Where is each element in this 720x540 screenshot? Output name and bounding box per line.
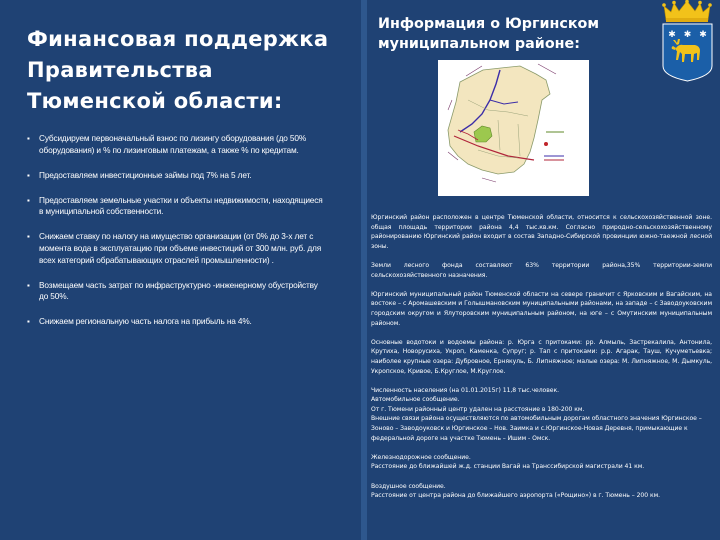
support-measures-list — [26, 133, 326, 342]
svg-text:✱: ✱ — [683, 30, 692, 40]
square-bullet-icon: ▪ — [27, 195, 30, 205]
district-map-image — [438, 60, 589, 196]
info-line: Железнодорожное сообщение. — [371, 453, 471, 461]
column-divider — [361, 0, 367, 540]
info-line: Численность населения (на 01.01.2015г) 11,8 тыс.человек. — [371, 386, 559, 394]
right-heading — [378, 14, 648, 54]
square-bullet-icon: ▪ — [27, 317, 30, 327]
info-paragraph-air — [371, 482, 712, 501]
info-line: Юргинский муниципальный район Тюменской области на севере граничит с Ярковским и Вагайским, на востоке – с Аромашевским и Голышмановским муниципальными районами, на западе – с Заводоуковским городским округом и Ялуторовским муниципальным районом, на юге – с Омутинским муниципальным районом. — [371, 290, 712, 327]
info-paragraph-railway — [371, 453, 712, 472]
support-measure-item — [26, 231, 326, 266]
square-bullet-icon: ▪ — [27, 232, 30, 242]
right-heading-line: Информация о Юргинском — [378, 16, 600, 32]
info-line: Земли лесного фонда составляют 63% территории района,35% территории-земли сельскохозяйственного назначения. — [371, 261, 712, 279]
info-line: Автомобильное сообщение. — [371, 396, 460, 404]
support-measure-text: Субсидируем первоначальный взнос по лизингу оборудования (до 50% оборудования) и % по лизинговым платежам, а также % по кредитам. — [39, 133, 307, 155]
district-info-text — [371, 213, 712, 510]
info-line: Юргинский район расположен в центре Тюменской области, относится к сельскохозяйственной зоне. общая площадь территории района 4,4 тыс.кв.км. Согласно природно-сельскохозяйственному районированию Юргинский район входит в состав Западно-Сибирской провинции южно-таежной лесной зоны. — [371, 214, 712, 250]
support-measure-item — [26, 133, 326, 156]
support-measure-text: Предоставляем земельные участки и объекты недвижимости, находящиеся в муниципальной собственности. — [39, 194, 323, 217]
info-line: Основные водотоки и водоемы района: р. Юрга с притоками: рр. Алмыль, Застрекалила, Антонила, Крутиха, Новорусиха, Укроп, Каменка, Супруг; р. Тап с притоками: р.р. Агарак, Тауш, Кучуметьевка; наиболее крупные озера: Дубровное, Ернякуль, Б. Липняжное; малые озера: М. Липняжное, М. Дымкуль, Укропское, Кривое, Б.Круглое, М.Круглое. — [371, 338, 712, 375]
coat-of-arms-icon — [660, 0, 715, 82]
right-heading-line: муниципальном районе: — [378, 36, 580, 52]
support-measure-text: Предоставляем инвестиционные займы под 7% на 5 лет. — [39, 169, 252, 180]
info-paragraph-location — [371, 213, 712, 251]
square-bullet-icon: ▪ — [27, 134, 30, 143]
support-measure-item — [26, 195, 326, 218]
left-heading-line: Правительства — [27, 58, 213, 82]
support-measure-item — [26, 280, 326, 303]
info-paragraph-waters — [371, 338, 712, 376]
support-measure-text: Возмещаем часть затрат по инфраструктурно -инженерному обустройству до 50%. — [39, 279, 318, 302]
square-bullet-icon: ▪ — [27, 280, 30, 290]
svg-text:✱: ✱ — [699, 30, 707, 40]
left-heading-line: Финансовая поддержка — [27, 27, 329, 51]
support-measure-item — [26, 316, 326, 328]
info-line: От г. Тюмени районный центр удален на расстояние в 180-200 км. — [371, 405, 585, 413]
info-line: Расстояние от центра района до ближайшего аэропорта («Рощино») в г. Тюмень – 200 км. — [371, 492, 661, 500]
svg-text:✱: ✱ — [668, 30, 676, 40]
support-measure-text: Снижаем региональную часть налога на прибыль на 4%. — [39, 316, 252, 327]
info-paragraph-land — [371, 261, 712, 280]
square-bullet-icon: ▪ — [27, 170, 30, 180]
info-line: Расстояние до ближайшей ж.д. станции Вагай на Транссибирской магистрали 41 км. — [371, 463, 645, 471]
left-heading-line: Тюменской области: — [27, 89, 283, 113]
info-paragraph-population-roads — [371, 386, 712, 444]
support-measure-text: Снижаем ставку по налогу на имущество организации (от 0% до 3-х лет с момента вода в эксплуатацию при объеме инвестиций от 300 млн. руб. для всех категорий обрабатывающих отраслей промышленности) . — [39, 231, 322, 265]
support-measure-item — [26, 170, 326, 182]
info-paragraph-borders — [371, 290, 712, 328]
info-line: Внешние связи района осуществляются по автомобильным дорогам областного значения Юргинское – Зоново – Заводоуковск и Юргинское – Нов. Заимка и с.Юргинское-Новая Деревня, примыкающие к федеральной дороге на участке Тюмень – Ишим - Омск. — [371, 415, 702, 442]
info-line: Воздушное сообщение. — [371, 482, 446, 490]
left-heading — [27, 24, 347, 117]
